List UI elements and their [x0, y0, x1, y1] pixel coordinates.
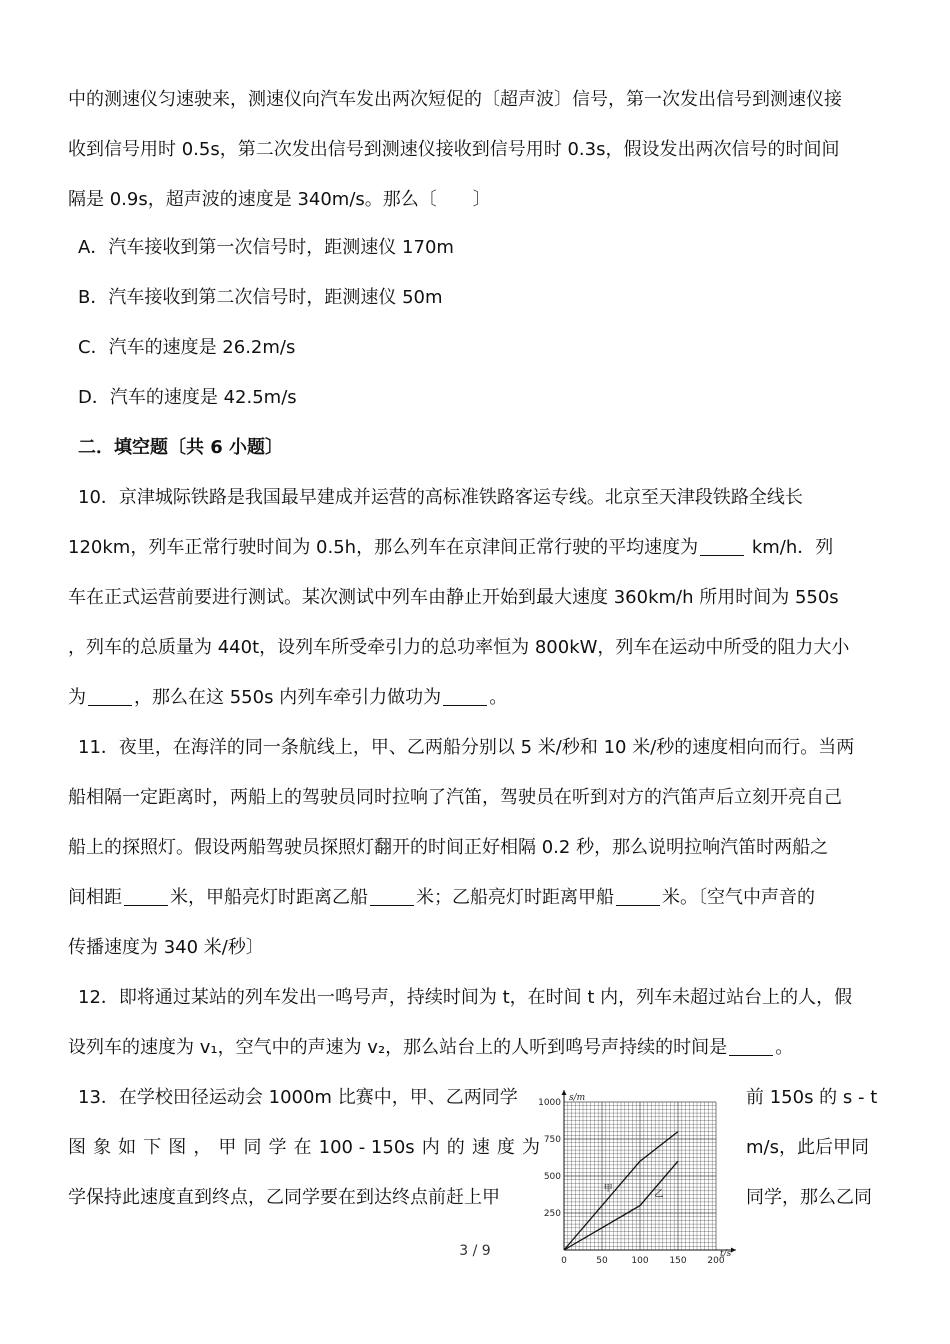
q13-line-1b: 前 150s 的 s - t [746, 1087, 878, 1108]
y-tick-label: 750 [543, 1135, 561, 1145]
q9-line-3: 隔是 0.9s，超声波的速度是 340m/s。那么〔 〕 [68, 189, 491, 210]
q10-line-5-text-c: 。 [489, 687, 508, 708]
answer-blank [370, 887, 414, 906]
q9-line-2: 收到信号用时 0.5s，第二次发出信号到测速仪接收到信号用时 0.3s，假设发出两次信号的时间间 [68, 139, 840, 160]
answer-blank [88, 687, 132, 706]
q12-line-2 [68, 1036, 793, 1060]
q11-line-4-text-d: 米。〔空气中声音的 [662, 887, 815, 908]
q11-line-5: 传播速度为 340 米/秒〕 [68, 937, 264, 958]
page-number: 3 / 9 [459, 1243, 491, 1259]
q9-line-1: 中的测速仪匀速驶来，测速仪向汽车发出两次短促的〔超声波〕信号，第一次发出信号到测速仪接 [68, 89, 842, 110]
answer-blank [729, 1037, 773, 1056]
x-tick-label: 150 [669, 1256, 687, 1266]
section-heading: 二．填空题〔共 6 小题〕 [78, 437, 284, 458]
x-tick-label: 0 [561, 1256, 567, 1266]
q10-line-5 [68, 686, 507, 710]
series-label-1: 甲 [603, 1183, 613, 1194]
q9-option-a: A．汽车接收到第一次信号时，距测速仪 170m [78, 237, 454, 258]
q13-line-3a: 学保持此速度直到终点，乙同学要在到达终点前赶上甲 [68, 1187, 500, 1208]
x-tick-label: 200 [707, 1256, 725, 1266]
y-tick-label: 250 [543, 1209, 561, 1219]
q10-line-2 [68, 536, 833, 560]
q11-line-2: 船相隔一定距离时，两船上的驾驶员同时拉响了汽笛，驾驶员在听到对方的汽笛声后立刻开亮自己 [68, 787, 842, 808]
q10-line-2-text-a: 120km，列车正常行驶时间为 0.5h，那么列车在京津间正常行驶的平均速度为 [68, 537, 699, 558]
q9-option-c: C．汽车的速度是 26.2m/s [78, 337, 296, 358]
chart-grid [564, 1102, 716, 1250]
answer-blank [700, 537, 744, 556]
series-label-2: 乙 [654, 1189, 664, 1200]
q11-line-4 [68, 886, 815, 910]
x-tick-label: 50 [596, 1256, 608, 1266]
answer-blank [124, 887, 168, 906]
answer-blank [616, 887, 660, 906]
y-tick-label: 500 [543, 1172, 561, 1182]
q13-line-2b: m/s，此后甲同 [746, 1137, 869, 1158]
q11-line-3: 船上的探照灯。假设两船驾驶员探照灯翻开的时间正好相隔 0.2 秒，那么说明拉响汽笛时两船之 [68, 837, 829, 858]
q12-line-1: 12．即将通过某站的列车发出一鸣号声，持续时间为 t，在时间 t 内，列车未超过站台上的人，假 [78, 987, 853, 1008]
q9-option-b: B．汽车接收到第二次信号时，距测速仪 50m [78, 287, 443, 308]
q10-line-3: 车在正式运营前要进行测试。某次测试中列车由静止开始到最大速度 360km/h 所用时间为 550s [68, 587, 839, 608]
q12-line-2-text-b: 。 [775, 1037, 794, 1058]
x-tick-label: 100 [631, 1256, 649, 1266]
answer-blank [443, 687, 487, 706]
q13-line-1a: 13．在学校田径运动会 1000m 比赛中，甲、乙两同学 [78, 1087, 518, 1108]
y-tick-label: 1000 [538, 1098, 561, 1108]
q11-line-4-text-b: 米，甲船亮灯时距离乙船 [170, 887, 368, 908]
q10-line-2-text-b: km/h．列 [751, 537, 834, 558]
q11-line-4-text-a: 间相距 [68, 887, 122, 908]
y-axis-label: s/m [569, 1093, 586, 1103]
chart-axes [562, 1090, 737, 1253]
q11-line-1: 11．夜里，在海洋的同一条航线上，甲、乙两船分别以 5 米/秒和 10 米/秒的速度相向而行。当两 [78, 737, 855, 758]
q9-option-d: D．汽车的速度是 42.5m/s [78, 387, 297, 408]
q10-line-1: 10．京津城际铁路是我国最早建成并运营的高标准铁路客运专线。北京至天津段铁路全线长 [78, 487, 803, 508]
q10-line-4: ，列车的总质量为 440t，设列车所受牵引力的总功率恒为 800kW，列车在运动中所受的阻力大小 [68, 637, 850, 658]
q12-line-2-text-a: 设列车的速度为 v₁，空气中的声速为 v₂，那么站台上的人听到鸣号声持续的时间是 [68, 1037, 728, 1058]
q13-line-2a: 图 象 如 下 图 ， 甲 同 学 在 100 - 150s 内 的 速 度 为 [68, 1137, 540, 1158]
x-axis-label: t/s [720, 1249, 732, 1259]
q10-line-5-text-a: 为 [68, 687, 86, 708]
q11-line-4-text-c: 米；乙船亮灯时距离甲船 [416, 887, 614, 908]
y-axis-arrow [562, 1090, 567, 1095]
q10-line-5-text-b: ，那么在这 550s 内列车牵引力做功为 [134, 687, 442, 708]
q13-line-3b: 同学，那么乙同 [746, 1187, 872, 1208]
